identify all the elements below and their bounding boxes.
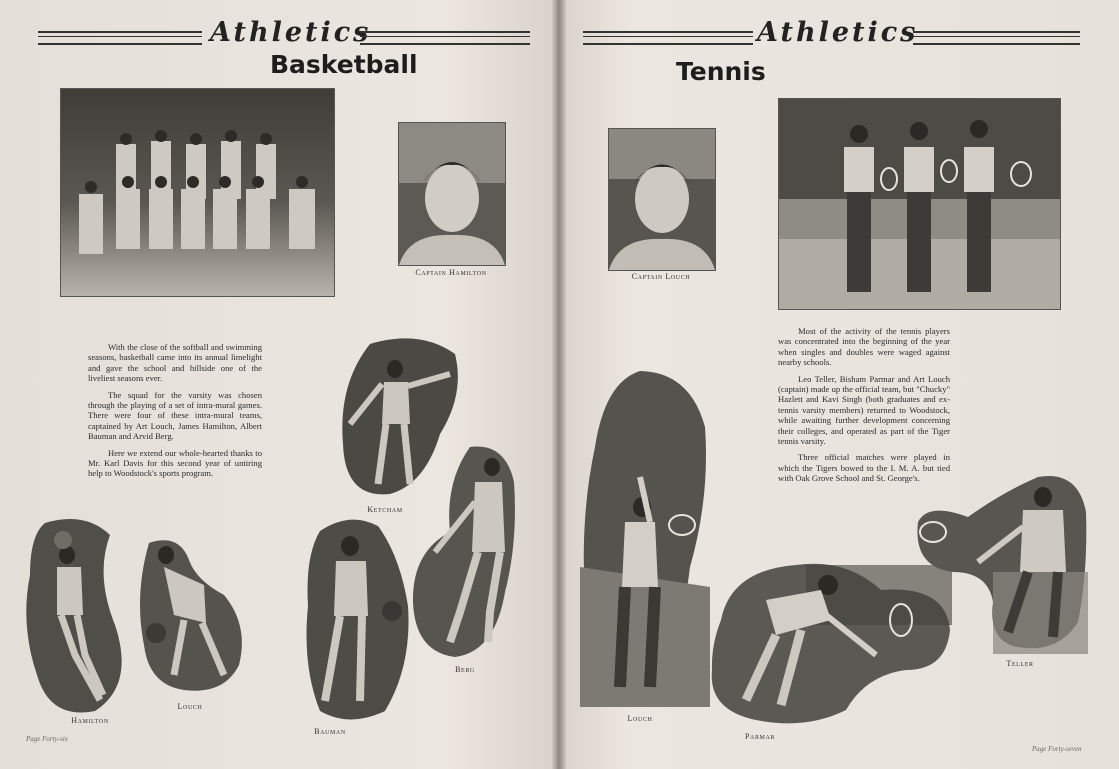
captain-louch-photo: [608, 128, 716, 271]
right-folio: Page Forty-seven: [1032, 745, 1082, 753]
tennis-paragraph-3: Three official matches were played in which the Tigers bowed to the I. M. A. but tied with Oak Grove School and St. George's.: [778, 452, 950, 484]
hamilton-photo: [25, 515, 125, 715]
parmar-caption: Parmar: [744, 732, 776, 741]
teller-caption: Teller: [1006, 659, 1034, 668]
ketcham-caption: Ketcham: [367, 505, 403, 514]
basketball-title: Basketball: [270, 50, 418, 79]
left-header-title: Athletics: [210, 17, 372, 48]
tennis-paragraph-1: Most of the activity of the tennis players was concentrated into the beginning of the year when singles and doubles were waged against nearby schools.: [778, 326, 950, 368]
tennis-paragraph-2: Leo Teller, Bisham Parmar and Art Louch (captain) made up the official team, but "Chucky" Hazlett and Kavi Singh (both graduates and ex-tennis varsity members) returned to Woodstock, while awaiting further development concerning their colleges, and operated as part of the Tiger tennis varsity.: [778, 373, 950, 447]
louch-basketball-photo: [134, 535, 246, 693]
basketball-paragraph-3: Here we extend our whole-hearted thanks to Mr. Karl Davis for this second year of untiring help to Woodstock's sports program.: [88, 447, 262, 479]
tennis-team-photo: [778, 98, 1061, 310]
bauman-photo: [300, 516, 412, 724]
book-gutter: [552, 0, 566, 769]
header-rule-left-b: [360, 31, 530, 45]
captain-louch-caption: Captain Louch: [631, 272, 691, 281]
basketball-team-photo: [60, 88, 335, 297]
captain-hamilton-photo: [398, 122, 506, 266]
basketball-article: [88, 342, 262, 485]
berg-caption: Berg: [455, 665, 475, 674]
tennis-title: Tennis: [676, 57, 766, 86]
header-rule-right-a: [583, 31, 753, 45]
basketball-paragraph-2: The squad for the varsity was chosen through the playing of a set of intra-mural games. There were four of these intra-mural teams, captained by Art Louch, James Hamilton, Albert Bauman and Arvid Berg.: [88, 389, 262, 442]
louch-tennis-caption: Louch: [627, 714, 653, 723]
hamilton-caption: Hamilton: [71, 716, 109, 725]
bauman-caption: Bauman: [314, 727, 346, 736]
berg-photo: [410, 442, 518, 660]
captain-hamilton-caption: Captain Hamilton: [415, 268, 487, 277]
right-header-title: Athletics: [757, 17, 919, 48]
header-rule-right-b: [913, 31, 1080, 45]
louch-tennis-photo: [580, 367, 710, 707]
louch-basketball-caption: Louch: [177, 702, 203, 711]
tennis-article: [778, 326, 950, 490]
teller-photo: [908, 472, 1088, 654]
basketball-paragraph-1: With the close of the softball and swimming seasons, basketball came into its annual limelight and gave the school and hillside one of the liveliest seasons ever.: [88, 342, 262, 384]
left-folio: Page Forty-six: [26, 735, 68, 743]
header-rule-left-a: [38, 31, 202, 45]
